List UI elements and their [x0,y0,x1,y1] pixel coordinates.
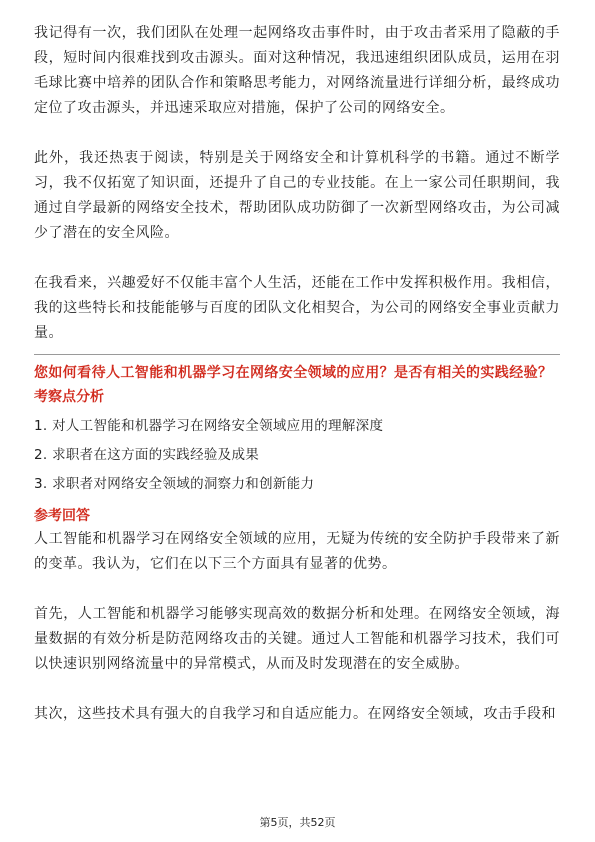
answer-heading: 参考回答 [34,508,90,524]
interview-question: 您如何看待人工智能和机器学习在网络安全领域的应用？是否有相关的实践经验？ [34,365,553,381]
page-content [34,21,560,727]
paragraph-conclusion: 在我看来，兴趣爱好不仅能丰富个人生活，还能在工作中发挥积极作用。我相信，我的这些特长和技能能够与百度的团队文化相契合，为公司的网络安全事业贡献力量。 [34,275,560,341]
paragraph-reading-hobby: 此外，我还热衷于阅读，特别是关于网络安全和计算机科学的书籍。通过不断学习，我不仅拓宽了知识面，还提升了自己的专业技能。在上一家公司任职期间，我通过自学最新的网络安全技术，帮助团队成功防御了一次新型网络攻击，为公司减少了潜在的安全风险。 [34,150,560,241]
answer-paragraph-first: 首先，人工智能和机器学习能够实现高效的数据分析和处理。在网络安全领域，海量数据的有效分析是防范网络攻击的关键。通过人工智能和机器学习技术，我们可以快速识别网络流量中的异常模式，从而及时发现潜在的安全威胁。 [34,606,560,672]
paragraph-gap [34,677,560,702]
analysis-point: 1. 对人工智能和机器学习在网络安全领域应用的理解深度 [34,418,384,434]
answer-paragraph-second: 其次，这些技术具有强大的自我学习和自适应能力。在网络安全领域，攻击手段和 [34,706,556,722]
analysis-point: 3. 求职者对网络安全领域的洞察力和创新能力 [34,476,315,492]
paragraph-badminton-story: 我记得有一次，我们团队在处理一起网络攻击事件时，由于攻击者采用了隐蔽的手段，短时间内很难找到攻击源头。面对这种情况，我迅速组织团队成员，运用在羽毛球比赛中培养的团队合作和策略思考能力，对网络流量进行详细分析，最终成功定位了攻击源头，并迅速采取应对措施，保护了公司的网络安全。 [34,25,560,116]
analysis-points-list [34,412,560,499]
paragraph-gap [34,121,560,146]
analysis-heading: 考察点分析 [34,389,104,405]
analysis-point: 2. 求职者在这方面的实践经验及成果 [34,447,260,463]
answer-paragraph-intro: 人工智能和机器学习在网络安全领域的应用，无疑为传统的安全防护手段带来了新的变革。我认为，它们在以下三个方面具有显著的优势。 [34,531,560,572]
page-number-footer: 第5页，共52页 [259,816,336,829]
paragraph-gap [34,246,560,271]
paragraph-gap [34,577,560,602]
section-divider [34,354,560,355]
